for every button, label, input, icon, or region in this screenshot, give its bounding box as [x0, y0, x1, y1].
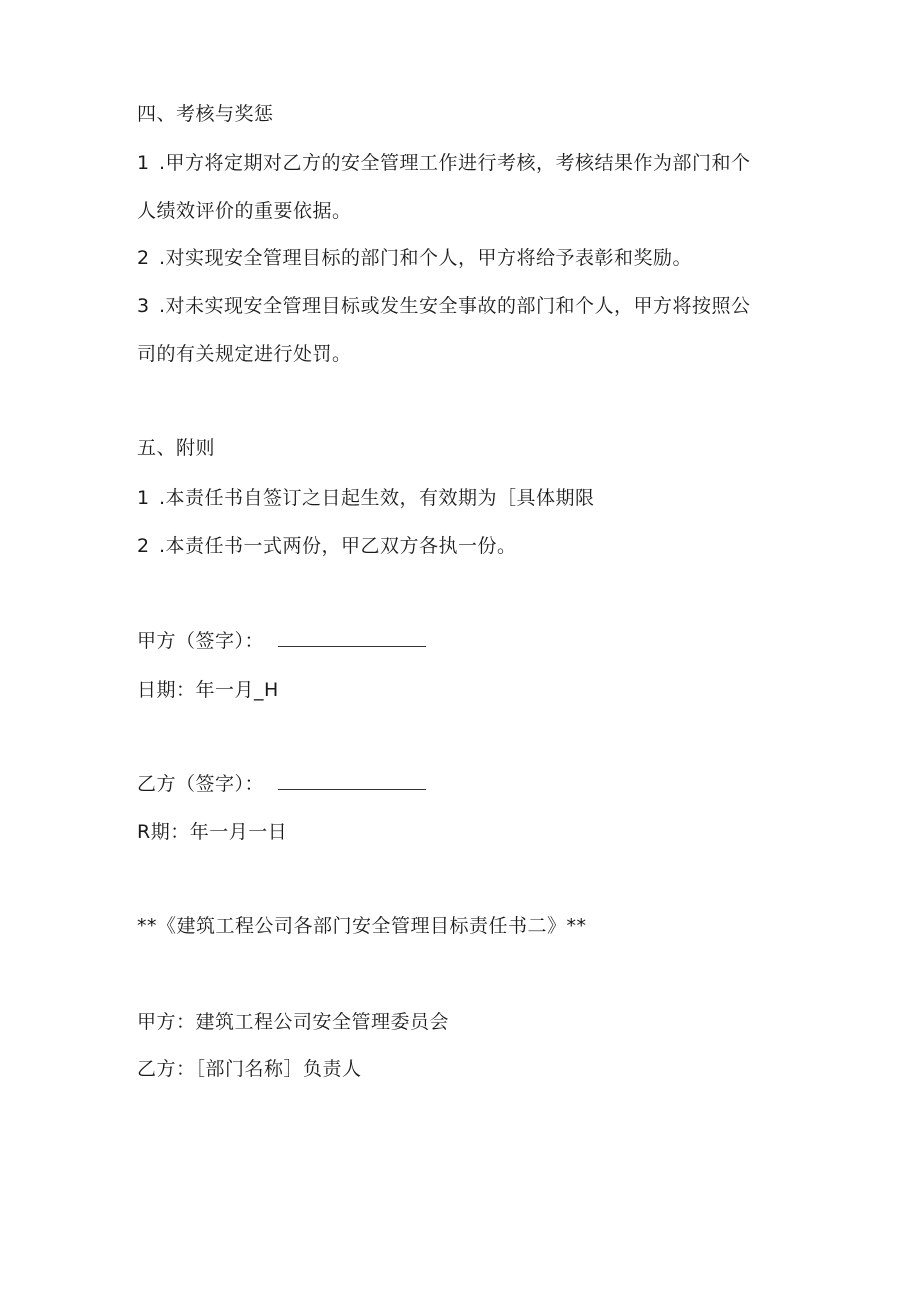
item-text: .对未实现安全管理目标或发生安全事故的部门和个人，甲方将按照公 [159, 295, 751, 317]
item-text: .对实现安全管理目标的部门和个人，甲方将给予表彰和奖励。 [159, 247, 693, 269]
document-2-title: **《建筑工程公司各部门安全管理目标责任书二》** [137, 915, 587, 937]
section4-item-1-cont: 人绩效评价的重要依据。 [137, 200, 352, 222]
party-a-date: 日期：年一月_H [137, 679, 279, 701]
party-a-signature-line[interactable] [278, 628, 426, 647]
section5-item-2 [137, 533, 517, 559]
section4-item-3-cont: 司的有关规定进行处罚。 [137, 343, 352, 365]
section4-item-1 [137, 150, 751, 176]
item-number: 2 [137, 247, 150, 269]
item-text: .甲方将定期对乙方的安全管理工作进行考核，考核结果作为部门和个 [159, 152, 751, 174]
party-a-signature [137, 628, 426, 654]
item-number: 1 [137, 152, 150, 174]
section5-heading: 五、附则 [137, 437, 216, 459]
item-number: 3 [137, 295, 150, 317]
item-number: 1 [137, 487, 150, 509]
party-b-date: R期：年一月一日 [137, 821, 288, 843]
party-a-signature-label: 甲方（签字）： [137, 630, 265, 652]
item-number: 2 [137, 535, 150, 557]
item-text: .本责任书自签订之日起生效，有效期为［具体期限 [159, 487, 595, 509]
party-b-signature-line[interactable] [278, 771, 426, 790]
section4-item-3 [137, 293, 751, 319]
document-2-party-a: 甲方：建筑工程公司安全管理委员会 [137, 1011, 450, 1033]
item-text: .本责任书一式两份，甲乙双方各执一份。 [159, 535, 517, 557]
party-b-signature-label: 乙方（签字）： [137, 773, 265, 795]
section4-item-2 [137, 245, 692, 271]
section4-heading: 四、考核与奖惩 [137, 103, 274, 125]
party-b-signature [137, 771, 426, 797]
section5-item-1 [137, 485, 595, 511]
document-2-party-b: 乙方：［部门名称］负责人 [137, 1058, 362, 1080]
